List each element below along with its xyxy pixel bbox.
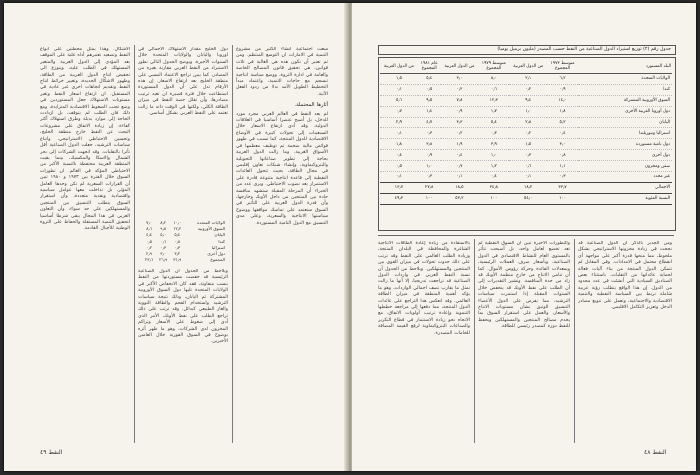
row-label: كندا	[578, 84, 672, 95]
left-page	[4, 3, 348, 471]
table-cell: ٠٫١	[441, 172, 479, 183]
table-cell: ٣٫٨	[418, 139, 441, 150]
header-total-1981: عام ١٩٨١ المجموع	[418, 59, 441, 74]
mini-cell: ٩٫٨	[160, 225, 167, 231]
column-divider	[134, 45, 135, 443]
right-column-b-text: والتطورات الاخيرة تبين أن السوق النفطية لم تعد تخضع لعامل واحد، بل أصبحت تتأثر بالمستوى العام للنشاط الاقتصادي في الدول الصناعية، وبأسعار صرف العملات الرئيسية، وبمعدلات الفائدة وحركة رؤوس الأموال. كما أن تنامي الانتاج من خارج منظمة الأوبك قد زاد من حدة المنافسة. وتشير التقديرات إلى أن الطلب على نفط الأوبك قد ينخفض خلال السنوات المقبلة إذا استمرت سياسات الترشيد، مما يفرض على الدول الأعضاء التنسيق الوثيق بشأن مستويات الانتاج والأسعار، والعمل على استقرار السوق بما يخدم مصالح المنتجين والمستهلكين ويحفظ للنفط دوره كمصدر رئيسي للطاقة.	[478, 241, 570, 330]
table-row	[380, 139, 672, 150]
table-cell: ٣٫٣	[441, 117, 479, 128]
mini-cell: ٠٫٣	[160, 244, 167, 250]
table-cell: ٠٫٣	[418, 128, 441, 139]
table-cell: ١٫٥	[380, 74, 418, 85]
mini-cell: ٢٫٩	[146, 251, 152, 257]
table-cell: ٠٫٢	[441, 128, 479, 139]
mini-row-label: اليابان	[214, 232, 225, 238]
table-cell: ٠٫٦	[509, 161, 547, 172]
right-page-column-c	[578, 241, 672, 441]
table-cell: ٠٫٢	[441, 84, 479, 95]
table-cell: ٠٫٤	[547, 128, 578, 139]
left-page-column-b-continued	[138, 269, 228, 443]
table-cell: ٠٫٣	[547, 172, 578, 183]
table-cell: ٠٫٢	[509, 84, 547, 95]
left-page-number: النفط ٤٩	[40, 449, 63, 456]
table-cell: ٩٫٥	[418, 95, 441, 106]
table-cell: ٠٫٨	[547, 150, 578, 161]
mini-cell: ٨٫٦	[146, 225, 152, 231]
footer-cell: ١٠٠	[547, 193, 578, 204]
table-cell: ٠٫٢	[509, 128, 547, 139]
table-row	[380, 95, 672, 106]
table-cell: ١٫٨	[547, 106, 578, 117]
mini-cell: ١٠٫٠	[173, 219, 182, 225]
table-cell: ٠٫١	[380, 172, 418, 183]
table-cell: ١٫٥	[509, 139, 547, 150]
mini-row-label: الولايات المتحدة	[197, 219, 225, 225]
table-cell: ٣٫٠	[547, 139, 578, 150]
mini-table-row	[142, 257, 226, 263]
table-row	[380, 150, 672, 161]
table-row	[380, 182, 672, 193]
table-cell: ٠٫١	[509, 172, 547, 183]
table-cell: ٧٫٨	[441, 95, 479, 106]
table-cell: ١٫٨	[380, 139, 418, 150]
section-divider	[378, 235, 674, 236]
table-row	[380, 128, 672, 139]
table-cell: ٠٫٤	[478, 172, 509, 183]
table-cell: ٦٫٢	[547, 74, 578, 85]
mini-cell: ٠٫٦	[160, 238, 167, 244]
table-cell: ١٤٫٠	[547, 95, 578, 106]
table-cell: ٣٫٩	[478, 139, 509, 150]
table-cell: ٩٫٤	[509, 95, 547, 106]
table-cell: ٣٤٫٨	[478, 182, 509, 193]
row-label: دول أوروبا الغربية الأخرى	[578, 106, 672, 117]
header-arab-1973: من الدول العربية	[509, 59, 547, 74]
table-cell: ٥٫٤	[478, 117, 509, 128]
table-cell: ١٫٠	[509, 106, 547, 117]
row-label: الاجمالي	[578, 182, 672, 193]
table-cell: ١٫٧	[478, 106, 509, 117]
mini-row-label: السوق الأوروبية	[197, 225, 225, 231]
left-column-a-text: الاشكال. وهذا يمثل محطتين على ابواع النفط وتصعيد تعتبرهم أداه غلبة على الموقف بعد المؤدي إلى الدول العربية والمتغير المستهلك في الطلب عليه، ويتوزع الى تخفيض انتاج الدول الغربية من الطاقة، وظهور الاشكال الجديدة، وتغيير خرائط انتاج النفط وتقديم اتجاهات اخرى غير عادية في المستقبل. ان ارتفاع اسعار النفط وتغير مستويات الاستهلاك جعل المستوردين في وضع تجنب الضغوط الاقتصادية المتزايدة، ومع ذلك فان الطلب لم يتوقف، بل ازدادت الحاجة إلى موارد بديلة وطرق استهلاك أكثر كفاءة. إن زيادة الانفاق على مشروعات البحث عن النفط خارج منطقة الخليج، وتحسين الاحتياطي الاستراتيجي، واتباع سياسات الترشيد، جعلت الدول الصناعية أقل تأثرا بالتقلبات. وقد اتجهت الشركات إلى بحر الشمال والاسكا والمكسيك، بينما بقيت المنطقة العربية محتفظة بالنسبة الأكبر من الاحتياطي المؤكد في العالم. ان تطورات السوق خلال الفترة بين ١٩٧٣ و ١٩٨٠ تبين أن القرارات السعرية لم تكن وحدها العامل المؤثر، بل تداخلت معها عوامل سياسية واقتصادية ونقدية متعددة، وأن استقرار السوق يتطلب التنسيق بين المنتجين والمستهلكين على حد سواء، وأن التعاون العربي في هذا المجال يبقى شرطا أساسيا لتحقيق التنمية المستقلة والحفاظ على الثروة الوطنية للأجيال القادمة.	[40, 47, 130, 232]
mini-cell: ٣٫٠	[160, 251, 167, 257]
footer-cell: ٥٣٫٢	[441, 193, 479, 204]
mini-row-label: كندا	[218, 238, 225, 244]
right-column-c-text: ومن الجدير بالذكر أن الدول الصناعية قد نجحت في زيادة مخزونها الاستراتيجي بشكل ملحوظ، مما منحها قدرة أكبر على مواجهة أي انقطاع محتمل في الامدادات. وفي المقابل لم تتمكن الدول المنتجة من بناء آليات فعالة لحماية عائداتها من التقلبات، باستثناء بعض الصناديق السيادية التي أنشئت في عدد محدود من الدول. إن هذا الواقع يتطلب رؤية عربية شاملة تربط بين السياسة النفطية والتنمية الاقتصادية والاجتماعية، وتعمل على تنويع مصادر الدخل وتعزيز التكامل الاقليمي.	[578, 241, 672, 311]
header-arab-1979: من الدول العربية	[441, 59, 479, 74]
table-cell: ٠٫٣	[418, 172, 441, 183]
table-cell: ٤٫٧	[418, 117, 441, 128]
row-label: السوق الأوروبية المشتركة	[578, 95, 672, 106]
left-column-b-text: دول الخليج مقدار الاستهلاك الاجمالي في اوروبا واليابان والولايات المتحدة خلال السنوات الأخيرة، ويوضح الجدول التالي تطور الاستيراد من النفط العربي مقارنة بغيره من المصادر، كما يبين تراجع الاعتماد النسبي على منطقة الخليج بعد ارتفاع الاسعار. إن هذه الأرقام تدل على أن الدول المستوردة استطاعت خلال فترة قصيرة ان تعيد ترتيب مصادرها، وأن تقلل حصة النفط في ميزان الطاقة الكلي، ولكنها في الوقت ذاته ما زالت تعتمد على النفط العربي بشكل أساسي.	[138, 47, 228, 117]
mini-cell: ٨٫٢	[160, 219, 167, 225]
mini-cell: ٥٫٤	[174, 232, 181, 238]
mini-row-label: المجموع	[210, 257, 225, 263]
right-page-column-b	[478, 241, 570, 441]
table-cell: ٨٫٠	[478, 74, 509, 85]
mini-row-label: استراليا	[211, 244, 225, 250]
mini-cell: ٤٫٤	[146, 232, 152, 238]
table-cell: ٠٫١	[380, 84, 418, 95]
left-column-c-after-text: لم يعد النفط في العالم العربي مجرد مورد للدخل، بل أصبح عنصرا أساسيا في العلاقات الدولية. وقد أدى ارتفاع الاسعار خلال السبعينات إلى تحولات كبيرة في الأوضاع الاقتصادية للدول المنتجة، كما تسبب في ظهور فوائض مالية ضخمة تم توظيف معظمها في الأسواق الغربية. وما زالت الدول العربية بحاجة إلى تطوير صناعاتها التحويلية والبتروكيماوية، وإنشاء شبكات تعاون إقليمي في مجال الطاقة، بحيث تتحول العائدات النفطية إلى قاعدة انتاجية متنوعة قادرة على الاستمرار بعد نضوب الاحتياطي. ويرى عدد من الخبراء أن المرحلة المقبلة ستشهد منافسة حادة بين المنتجين من داخل الأوبك وخارجها، وأن قدرة الدول العربية على التأثير في السوق ستعتمد على تماسك مواقفها ووضوح سياستها الانتاجية والسعرية، وعلى مدى التنسيق مع الدول النامية المستوردة.	[236, 111, 328, 226]
table-cell: ٠٫١	[380, 128, 418, 139]
mini-cell: ١٢٫٢	[173, 225, 182, 231]
table-footer-row	[380, 193, 672, 204]
row-label: اليابان	[578, 117, 672, 128]
table-row	[380, 74, 672, 85]
table-cell: ٢٫٨	[509, 117, 547, 128]
footer-cell: ٥٤٫٠	[509, 193, 547, 204]
table-row	[380, 84, 672, 95]
table-cell: ٣٫٠	[441, 74, 479, 85]
column-divider	[474, 239, 475, 443]
table-cell: ١٫٩	[441, 139, 479, 150]
mini-row-label: دول أخرى	[207, 251, 225, 257]
table-cell: ٠٫٣	[478, 128, 509, 139]
mini-cell: ٣٫٢	[174, 251, 181, 257]
mini-cell: ٧٫٠	[146, 219, 152, 225]
left-column-c-text: سعت اجتماعية انشاء الكثير من مشروع التنمية في الامارات ان التوسع المنتظم. ومن ثم تعتبر أن تكون هذه هي الغالبة في ثلاث قوانين، هي تحقيق قانون المصالح الخاصة والعامة في ادارة الثروة، ووضع سياسة انتاجية تنسجم مع حاجات التنمية، واعتماد مبدأ التخطيط الطويل الأمد بدلا من ردود الفعل الآنية.	[236, 47, 328, 97]
row-label: الولايات المتحدة	[578, 74, 672, 85]
table-cell: ٥٫٤	[418, 74, 441, 85]
table-cell: ٠٫٩	[418, 150, 441, 161]
right-page-number: النفط ٤٨	[644, 449, 667, 456]
table-cell: ١٣٫٧	[380, 182, 418, 193]
footer-cell: ٤٩٫٣	[380, 193, 418, 204]
table-cell: ١٫٠	[478, 150, 509, 161]
right-page-column-a	[378, 241, 470, 441]
left-page-column-a	[40, 47, 130, 443]
header-region: البلد المستورد	[578, 59, 672, 74]
mini-cell: ٢٦٫٩	[159, 257, 168, 263]
row-label: استراليا ونيوزيلندا	[578, 128, 672, 139]
table-cell: ٠٫٣	[509, 150, 547, 161]
mini-cell: ٢٣٫٦	[145, 257, 154, 263]
magazine-spread	[4, 3, 696, 471]
mini-cell: ٠٫٥	[146, 238, 152, 244]
table-cell: ١٨٫٥	[441, 182, 479, 193]
table-cell: ١٫٠	[418, 161, 441, 172]
table-title: جدول رقم (٢) توزيع استيراد الدول الصناعية من النفط حسب المصدر (مليون برميل يوميا)	[378, 45, 676, 55]
left-page-column-b	[138, 47, 228, 215]
right-column-a-text: بالاستفادة من زيادة إعادة الطاقات الانتاجية الشاغرة والمحافظة في البلدان المنتجة، وزيادة الطلب العالمي على النفط وقد ترتب على ذلك حدوث تحولات في ميزان القوى بين المنتجين والمستهلكين. ويلاحظ من الجدول أن نسبة النفط العربي في واردات الدول الصناعية قد تراجعت تدريجيا، إلا أنها ما زالت تمثل ما يقارب نصف اجمالي الواردات، وهو ما يؤكد أهمية المنطقة في ميزان الطاقة العالمي. وقد انعكس هذا التراجع على عائدات الدول المنتجة، مما دفعها إلى مراجعة خططها التنموية وإعادة ترتيب أولويات الانفاق، مع الاتجاه نحو زيادة الاستثمار في قطاع التكرير والصناعات البتروكيماوية لرفع القيمة المضافة للخامات المصدرة.	[378, 241, 470, 336]
header-total-1973: متوسط ١٩٧٣ المجموع	[547, 59, 578, 74]
table-cell: ٠٫٧	[380, 106, 418, 117]
mini-cell: ٠٫٨	[174, 238, 181, 244]
mini-cell: ٠٫٣	[174, 244, 181, 250]
table-cell: ١٫١	[547, 161, 578, 172]
table-cell: ٢٫٩	[380, 117, 418, 128]
table-cell: ٠٫٦	[478, 84, 509, 95]
mini-cell: ٠٫٢	[146, 244, 152, 250]
mini-cell: ٣١٫٩	[173, 257, 182, 263]
left-column-b-after-text: ويلاحظ من الجدول أن الدول الصناعية الرئيسية قد خفضت مستوردتها من النفط بنسب متفاوتة، فقد كان الانخفاض الأكبر في الولايات المتحدة تليها دول السوق الأوروبية المشتركة ثم اليابان، وذلك نتيجة سياسات الترشيد واستخدام الفحم والطاقة النووية والغاز الطبيعي كبدائل. وقد ترتب على ذلك تراجع الطلب على نفط الأوبك، الأمر الذي أدى إلى ضغوط على الأسعار وتراكم المخزون لدى الشركات، وهو ما ظهر أثره بوضوح في السوق الفورية خلال العامين الأخيرين.	[138, 269, 228, 345]
row-label: غير محدد	[578, 172, 672, 183]
left-page-column-c	[236, 47, 328, 443]
table-cell: ١٨٫٢	[509, 182, 547, 193]
table-cell: ٣٣٫٧	[547, 182, 578, 193]
table-cell: ٠٫٧	[441, 161, 479, 172]
table-row	[380, 161, 672, 172]
column-divider	[574, 239, 575, 443]
import-summary-table	[142, 219, 226, 263]
mini-cell: ٥٫٠	[160, 232, 167, 238]
table-cell: ٥٫٢	[547, 117, 578, 128]
footer-cell: ١٠٠	[478, 193, 509, 204]
table-row	[380, 117, 672, 128]
section-heading: آثارها المحتملة.	[294, 102, 328, 109]
table-row	[380, 172, 672, 183]
table-cell: ٠٫٤	[380, 150, 418, 161]
footer-cell: ١٠٠	[418, 193, 441, 204]
row-label: دول نامية مستوردة	[578, 139, 672, 150]
table-cell: ٠٫٤	[441, 150, 479, 161]
footer-label: النسبة المئوية	[578, 193, 672, 204]
oil-imports-table	[380, 59, 672, 205]
row-label: دول أخرى	[578, 150, 672, 161]
table-cell: ٠٫٥	[380, 161, 418, 172]
table-cell: ١٢٫٣	[478, 95, 509, 106]
table-cell: ٢٫١	[509, 74, 547, 85]
table-cell: ١٫٢	[478, 161, 509, 172]
column-divider	[232, 45, 233, 443]
right-page	[352, 3, 696, 471]
table-cell: ٢٧٫٨	[418, 182, 441, 193]
table-cell: ٥٫٦	[380, 95, 418, 106]
table-cell: ٠٫٩	[547, 84, 578, 95]
table-cell: ١٫٤	[418, 106, 441, 117]
row-label: سفن ومخزون	[578, 161, 672, 172]
table-cell: ٠٫٥	[418, 84, 441, 95]
table-row	[380, 106, 672, 117]
table-cell: ٠٫٩	[441, 106, 479, 117]
header-total-1979: متوسط ١٩٧٩ المجموع	[478, 59, 509, 74]
header-arab-1981: من الدول العربية	[380, 59, 418, 74]
